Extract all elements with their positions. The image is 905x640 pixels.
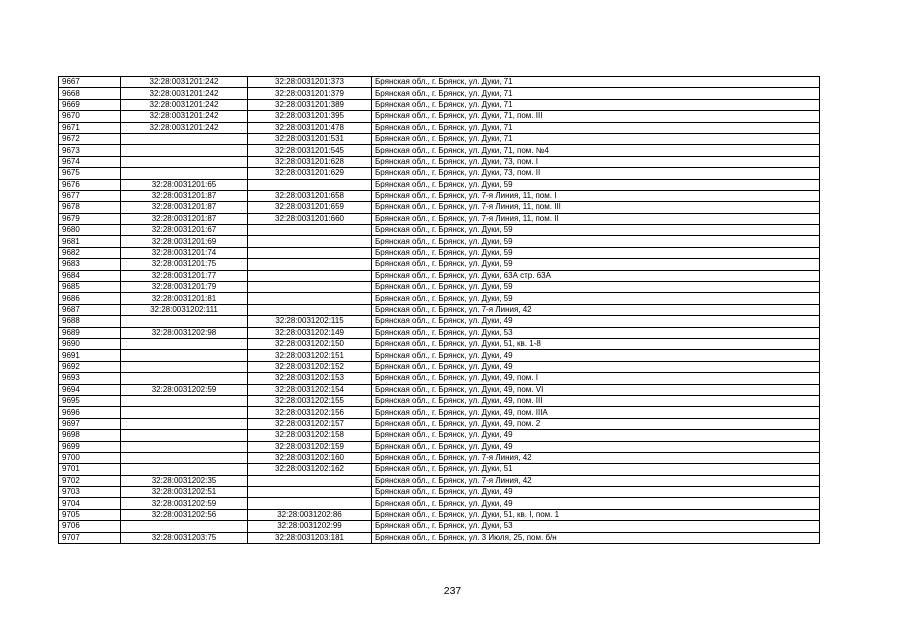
land-plot-cadastral-number-cell: 32:28:0031201:242 — [121, 77, 248, 88]
land-plot-cadastral-number-cell: 32:28:0031201:79 — [121, 282, 248, 293]
row-number-cell: 9676 — [59, 179, 121, 190]
land-plot-cadastral-number-cell — [121, 145, 248, 156]
address-cell: Брянская обл., г. Брянск, ул. Дуки, 59 — [372, 282, 820, 293]
land-plot-cadastral-number-cell: 32:28:0031201:242 — [121, 88, 248, 99]
land-plot-cadastral-number-cell: 32:28:0031201:81 — [121, 293, 248, 304]
land-plot-cadastral-number-cell: 32:28:0031202:98 — [121, 327, 248, 338]
row-number-cell: 9699 — [59, 441, 121, 452]
land-plot-cadastral-number-cell — [121, 156, 248, 167]
table-row — [59, 498, 820, 509]
address-cell: Брянская обл., г. Брянск, ул. Дуки, 71 — [372, 122, 820, 133]
row-number-cell: 9678 — [59, 202, 121, 213]
row-number-cell: 9691 — [59, 350, 121, 361]
address-cell: Брянская обл., г. Брянск, ул. Дуки, 73, пом. I — [372, 156, 820, 167]
address-cell: Брянская обл., г. Брянск, ул. Дуки, 51, кв. I, пом. 1 — [372, 509, 820, 520]
address-cell: Брянская обл., г. Брянск, ул. Дуки, 63А стр. 63А — [372, 270, 820, 281]
land-plot-cadastral-number-cell: 32:28:0031202:111 — [121, 304, 248, 315]
row-number-cell: 9693 — [59, 373, 121, 384]
table-row — [59, 190, 820, 201]
row-number-cell: 9703 — [59, 487, 121, 498]
row-number-cell: 9694 — [59, 384, 121, 395]
table-row — [59, 441, 820, 452]
table-row — [59, 270, 820, 281]
object-cadastral-number-cell: 32:28:0031202:150 — [248, 338, 372, 349]
object-cadastral-number-cell — [248, 498, 372, 509]
object-cadastral-number-cell: 32:28:0031202:115 — [248, 316, 372, 327]
address-cell: Брянская обл., г. Брянск, ул. Дуки, 71 — [372, 133, 820, 144]
land-plot-cadastral-number-cell: 32:28:0031201:242 — [121, 122, 248, 133]
land-plot-cadastral-number-cell: 32:28:0031201:87 — [121, 190, 248, 201]
object-cadastral-number-cell: 32:28:0031201:373 — [248, 77, 372, 88]
address-cell: Брянская обл., г. Брянск, ул. Дуки, 49 — [372, 430, 820, 441]
address-cell: Брянская обл., г. Брянск, ул. Дуки, 49 — [372, 316, 820, 327]
address-cell: Брянская обл., г. Брянск, ул. Дуки, 59 — [372, 225, 820, 236]
land-plot-cadastral-number-cell: 32:28:0031201:74 — [121, 247, 248, 258]
address-cell: Брянская обл., г. Брянск, ул. Дуки, 53 — [372, 327, 820, 338]
row-number-cell: 9667 — [59, 77, 121, 88]
table-row — [59, 395, 820, 406]
object-cadastral-number-cell — [248, 247, 372, 258]
land-plot-cadastral-number-cell — [121, 338, 248, 349]
row-number-cell: 9669 — [59, 99, 121, 110]
land-plot-cadastral-number-cell: 32:28:0031201:242 — [121, 111, 248, 122]
address-cell: Брянская обл., г. Брянск, ул. Дуки, 71 — [372, 77, 820, 88]
table-row — [59, 338, 820, 349]
land-plot-cadastral-number-cell — [121, 133, 248, 144]
land-plot-cadastral-number-cell — [121, 418, 248, 429]
object-cadastral-number-cell: 32:28:0031201:658 — [248, 190, 372, 201]
table-row — [59, 532, 820, 543]
object-cadastral-number-cell — [248, 236, 372, 247]
table-row — [59, 418, 820, 429]
object-cadastral-number-cell: 32:28:0031202:155 — [248, 395, 372, 406]
address-cell: Брянская обл., г. Брянск, ул. Дуки, 71, пом. III — [372, 111, 820, 122]
row-number-cell: 9672 — [59, 133, 121, 144]
table-row — [59, 168, 820, 179]
row-number-cell: 9673 — [59, 145, 121, 156]
land-plot-cadastral-number-cell: 32:28:0031202:56 — [121, 509, 248, 520]
land-plot-cadastral-number-cell — [121, 464, 248, 475]
table-row — [59, 111, 820, 122]
address-cell: Брянская обл., г. Брянск, ул. Дуки, 73, пом. II — [372, 168, 820, 179]
row-number-cell: 9707 — [59, 532, 121, 543]
table-row — [59, 259, 820, 270]
table-row — [59, 133, 820, 144]
address-cell: Брянская обл., г. Брянск, ул. 7-я Линия, 42 — [372, 304, 820, 315]
table-row — [59, 213, 820, 224]
address-cell: Брянская обл., г. Брянск, ул. Дуки, 49 — [372, 487, 820, 498]
address-cell: Брянская обл., г. Брянск, ул. Дуки, 49, пом. VI — [372, 384, 820, 395]
object-cadastral-number-cell: 32:28:0031201:545 — [248, 145, 372, 156]
object-cadastral-number-cell — [248, 259, 372, 270]
table-row — [59, 236, 820, 247]
land-plot-cadastral-number-cell — [121, 395, 248, 406]
address-cell: Брянская обл., г. Брянск, ул. Дуки, 51 — [372, 464, 820, 475]
address-cell: Брянская обл., г. Брянск, ул. Дуки, 59 — [372, 236, 820, 247]
row-number-cell: 9695 — [59, 395, 121, 406]
address-cell: Брянская обл., г. Брянск, ул. Дуки, 59 — [372, 247, 820, 258]
object-cadastral-number-cell: 32:28:0031201:629 — [248, 168, 372, 179]
land-plot-cadastral-number-cell: 32:28:0031201:87 — [121, 202, 248, 213]
row-number-cell: 9668 — [59, 88, 121, 99]
table-row — [59, 156, 820, 167]
table-row — [59, 282, 820, 293]
address-cell: Брянская обл., г. Брянск, ул. Дуки, 59 — [372, 259, 820, 270]
address-cell: Брянская обл., г. Брянск, ул. 7-я Линия, 11, пом. I — [372, 190, 820, 201]
address-cell: Брянская обл., г. Брянск, ул. Дуки, 49, пом. 2 — [372, 418, 820, 429]
address-cell: Брянская обл., г. Брянск, ул. Дуки, 49 — [372, 350, 820, 361]
land-plot-cadastral-number-cell — [121, 407, 248, 418]
land-plot-cadastral-number-cell: 32:28:0031201:67 — [121, 225, 248, 236]
object-cadastral-number-cell: 32:28:0031202:157 — [248, 418, 372, 429]
address-cell: Брянская обл., г. Брянск, ул. Дуки, 71, пом. №4 — [372, 145, 820, 156]
row-number-cell: 9685 — [59, 282, 121, 293]
object-cadastral-number-cell — [248, 487, 372, 498]
object-cadastral-number-cell — [248, 475, 372, 486]
table-row — [59, 361, 820, 372]
object-cadastral-number-cell: 32:28:0031201:478 — [248, 122, 372, 133]
row-number-cell: 9701 — [59, 464, 121, 475]
land-plot-cadastral-number-cell: 32:28:0031202:35 — [121, 475, 248, 486]
table-row — [59, 475, 820, 486]
address-cell: Брянская обл., г. Брянск, ул. Дуки, 49 — [372, 441, 820, 452]
address-cell: Брянская обл., г. Брянск, ул. Дуки, 49, пом. III — [372, 395, 820, 406]
object-cadastral-number-cell — [248, 270, 372, 281]
table-row — [59, 122, 820, 133]
land-plot-cadastral-number-cell — [121, 316, 248, 327]
object-cadastral-number-cell: 32:28:0031201:389 — [248, 99, 372, 110]
table-row — [59, 247, 820, 258]
table-row — [59, 179, 820, 190]
row-number-cell: 9692 — [59, 361, 121, 372]
table-row — [59, 293, 820, 304]
object-cadastral-number-cell: 32:28:0031201:628 — [248, 156, 372, 167]
table-row — [59, 350, 820, 361]
land-plot-cadastral-number-cell — [121, 452, 248, 463]
table-row — [59, 202, 820, 213]
table-row — [59, 99, 820, 110]
row-number-cell: 9671 — [59, 122, 121, 133]
land-plot-cadastral-number-cell — [121, 350, 248, 361]
land-plot-cadastral-number-cell: 32:28:0031201:242 — [121, 99, 248, 110]
address-cell: Брянская обл., г. Брянск, ул. Дуки, 53 — [372, 521, 820, 532]
table-row — [59, 509, 820, 520]
table-row — [59, 145, 820, 156]
row-number-cell: 9700 — [59, 452, 121, 463]
row-number-cell: 9688 — [59, 316, 121, 327]
address-cell: Брянская обл., г. Брянск, ул. Дуки, 71 — [372, 99, 820, 110]
object-cadastral-number-cell: 32:28:0031202:162 — [248, 464, 372, 475]
object-cadastral-number-cell: 32:28:0031202:156 — [248, 407, 372, 418]
address-cell: Брянская обл., г. Брянск, ул. 7-я Линия, 11, пом. II — [372, 213, 820, 224]
land-plot-cadastral-number-cell — [121, 168, 248, 179]
row-number-cell: 9697 — [59, 418, 121, 429]
object-cadastral-number-cell — [248, 225, 372, 236]
object-cadastral-number-cell: 32:28:0031203:181 — [248, 532, 372, 543]
object-cadastral-number-cell: 32:28:0031202:153 — [248, 373, 372, 384]
address-cell: Брянская обл., г. Брянск, ул. Дуки, 59 — [372, 293, 820, 304]
row-number-cell: 9687 — [59, 304, 121, 315]
table-row — [59, 316, 820, 327]
object-cadastral-number-cell: 32:28:0031201:531 — [248, 133, 372, 144]
address-cell: Брянская обл., г. Брянск, ул. Дуки, 59 — [372, 179, 820, 190]
table-row — [59, 373, 820, 384]
table-row — [59, 77, 820, 88]
object-cadastral-number-cell — [248, 179, 372, 190]
row-number-cell: 9702 — [59, 475, 121, 486]
object-cadastral-number-cell: 32:28:0031201:660 — [248, 213, 372, 224]
land-plot-cadastral-number-cell: 32:28:0031201:65 — [121, 179, 248, 190]
land-plot-cadastral-number-cell: 32:28:0031202:51 — [121, 487, 248, 498]
object-cadastral-number-cell: 32:28:0031202:99 — [248, 521, 372, 532]
row-number-cell: 9698 — [59, 430, 121, 441]
object-cadastral-number-cell: 32:28:0031202:86 — [248, 509, 372, 520]
row-number-cell: 9696 — [59, 407, 121, 418]
object-cadastral-number-cell — [248, 282, 372, 293]
land-plot-cadastral-number-cell: 32:28:0031201:87 — [121, 213, 248, 224]
land-plot-cadastral-number-cell: 32:28:0031201:75 — [121, 259, 248, 270]
table-row — [59, 487, 820, 498]
object-cadastral-number-cell: 32:28:0031201:659 — [248, 202, 372, 213]
row-number-cell: 9670 — [59, 111, 121, 122]
land-plot-cadastral-number-cell: 32:28:0031203:75 — [121, 532, 248, 543]
row-number-cell: 9705 — [59, 509, 121, 520]
table-row — [59, 452, 820, 463]
row-number-cell: 9681 — [59, 236, 121, 247]
land-plot-cadastral-number-cell: 32:28:0031201:77 — [121, 270, 248, 281]
row-number-cell: 9682 — [59, 247, 121, 258]
row-number-cell: 9675 — [59, 168, 121, 179]
object-cadastral-number-cell: 32:28:0031202:154 — [248, 384, 372, 395]
land-plot-cadastral-number-cell — [121, 521, 248, 532]
row-number-cell: 9686 — [59, 293, 121, 304]
row-number-cell: 9683 — [59, 259, 121, 270]
address-cell: Брянская обл., г. Брянск, ул. Дуки, 49, пом. I — [372, 373, 820, 384]
table-row — [59, 521, 820, 532]
object-cadastral-number-cell: 32:28:0031202:160 — [248, 452, 372, 463]
table-row — [59, 304, 820, 315]
object-cadastral-number-cell: 32:28:0031202:152 — [248, 361, 372, 372]
address-cell: Брянская обл., г. Брянск, ул. 7-я Линия, 11, пом. III — [372, 202, 820, 213]
land-plot-cadastral-number-cell — [121, 373, 248, 384]
address-cell: Брянская обл., г. Брянск, ул. Дуки, 51, кв. 1-8 — [372, 338, 820, 349]
land-plot-cadastral-number-cell: 32:28:0031202:59 — [121, 498, 248, 509]
row-number-cell: 9690 — [59, 338, 121, 349]
address-cell: Брянская обл., г. Брянск, ул. Дуки, 71 — [372, 88, 820, 99]
land-plot-cadastral-number-cell: 32:28:0031202:59 — [121, 384, 248, 395]
row-number-cell: 9680 — [59, 225, 121, 236]
table-row — [59, 225, 820, 236]
register-table — [58, 76, 820, 544]
row-number-cell: 9704 — [59, 498, 121, 509]
address-cell: Брянская обл., г. Брянск, ул. Дуки, 49, пом. IIIА — [372, 407, 820, 418]
table-row — [59, 430, 820, 441]
object-cadastral-number-cell — [248, 304, 372, 315]
address-cell: Брянская обл., г. Брянск, ул. 7-я Линия, 42 — [372, 452, 820, 463]
land-plot-cadastral-number-cell: 32:28:0031201:69 — [121, 236, 248, 247]
object-cadastral-number-cell: 32:28:0031201:379 — [248, 88, 372, 99]
table-row — [59, 384, 820, 395]
address-cell: Брянская обл., г. Брянск, ул. Дуки, 49 — [372, 361, 820, 372]
row-number-cell: 9689 — [59, 327, 121, 338]
row-number-cell: 9674 — [59, 156, 121, 167]
row-number-cell: 9684 — [59, 270, 121, 281]
object-cadastral-number-cell: 32:28:0031202:159 — [248, 441, 372, 452]
row-number-cell: 9677 — [59, 190, 121, 201]
object-cadastral-number-cell: 32:28:0031202:149 — [248, 327, 372, 338]
row-number-cell: 9679 — [59, 213, 121, 224]
address-cell: Брянская обл., г. Брянск, ул. Дуки, 49 — [372, 498, 820, 509]
table-row — [59, 407, 820, 418]
object-cadastral-number-cell: 32:28:0031202:151 — [248, 350, 372, 361]
land-plot-cadastral-number-cell — [121, 361, 248, 372]
address-cell: Брянская обл., г. Брянск, ул. 3 Июля, 25, пом. б/н — [372, 532, 820, 543]
object-cadastral-number-cell: 32:28:0031202:158 — [248, 430, 372, 441]
address-cell: Брянская обл., г. Брянск, ул. 7-я Линия, 42 — [372, 475, 820, 486]
land-plot-cadastral-number-cell — [121, 430, 248, 441]
table-row — [59, 464, 820, 475]
table-row — [59, 88, 820, 99]
page-number: 237 — [443, 585, 462, 597]
register-table-body — [59, 77, 820, 544]
table-row — [59, 327, 820, 338]
object-cadastral-number-cell — [248, 293, 372, 304]
land-plot-cadastral-number-cell — [121, 441, 248, 452]
row-number-cell: 9706 — [59, 521, 121, 532]
object-cadastral-number-cell: 32:28:0031201:395 — [248, 111, 372, 122]
